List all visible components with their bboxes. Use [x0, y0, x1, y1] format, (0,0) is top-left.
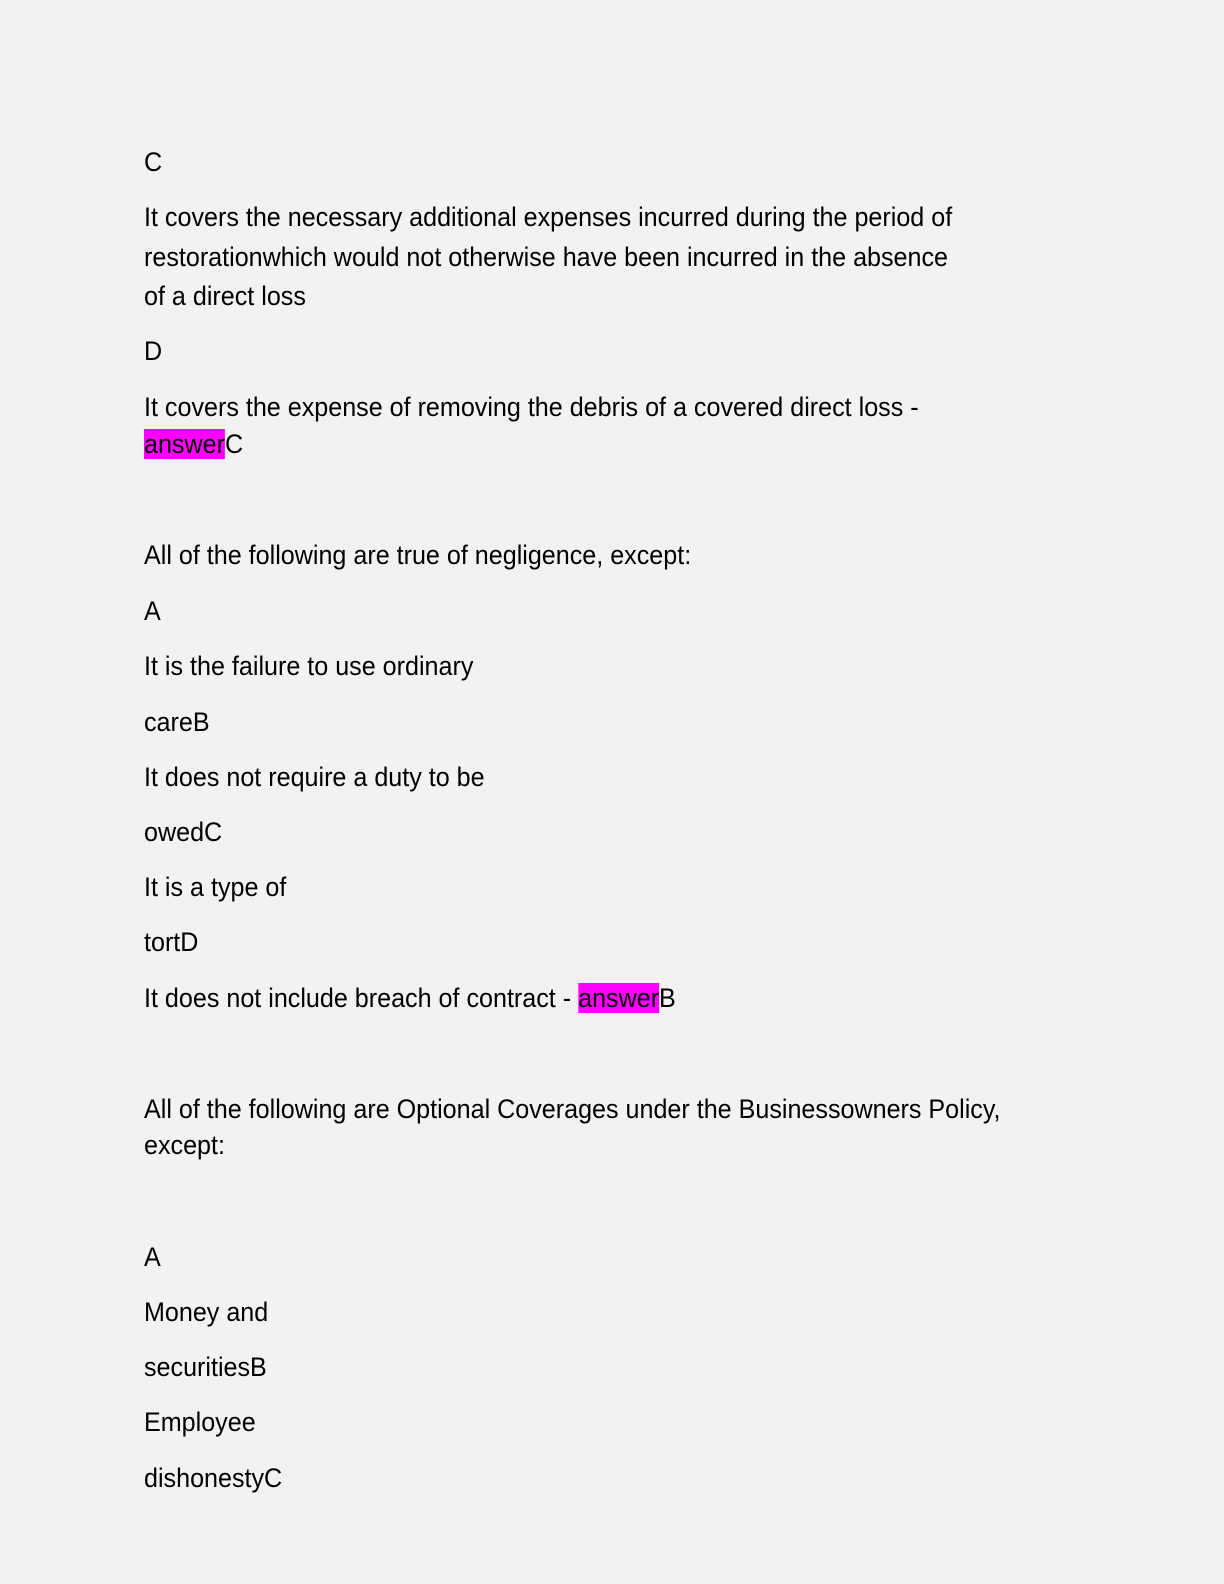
option-a-text: Money and [144, 1297, 269, 1327]
answer-line-q1 [144, 424, 243, 464]
answer-highlight: answer [578, 983, 660, 1013]
option-a-label: A [144, 596, 161, 626]
answer-highlight: answer [144, 429, 225, 459]
option-c-text-start: owedC [144, 817, 223, 847]
option-c-text-line-2: restorationwhich would not otherwise have been incurred in the absence [144, 242, 949, 272]
answer-value: B [659, 983, 676, 1013]
option-d-text: It does not include breach of contract - [144, 983, 572, 1013]
answer-value: C [224, 429, 244, 459]
option-d-text: It covers the expense of removing the debris of a covered direct loss - [144, 392, 919, 422]
option-b-text: It does not require a duty to be [144, 762, 485, 792]
option-b-text: Employee [144, 1407, 256, 1437]
option-b-text-start: securitiesB [144, 1352, 267, 1382]
option-b-text-start: careB [144, 707, 210, 737]
question-prompt-negligence: All of the following are true of negligence, except: [144, 540, 692, 570]
option-c-label: C [144, 147, 163, 177]
option-a-label: A [144, 1242, 161, 1272]
option-c-text-line-1: It covers the necessary additional expenses incurred during the period of [144, 202, 953, 232]
option-d-text-start: tortD [144, 927, 199, 957]
question-prompt-bop-line-1: All of the following are Optional Coverages under the Businessowners Policy, [144, 1094, 1001, 1124]
option-c-text-line-3: of a direct loss [144, 281, 306, 311]
question-prompt-bop-line-2: except: [144, 1130, 225, 1160]
option-c-text: It is a type of [144, 872, 287, 902]
option-a-text: It is the failure to use ordinary [144, 651, 474, 681]
answer-line-q2 [144, 978, 676, 1018]
option-d-label: D [144, 336, 163, 366]
option-c-text-start: dishonestyC [144, 1463, 283, 1493]
